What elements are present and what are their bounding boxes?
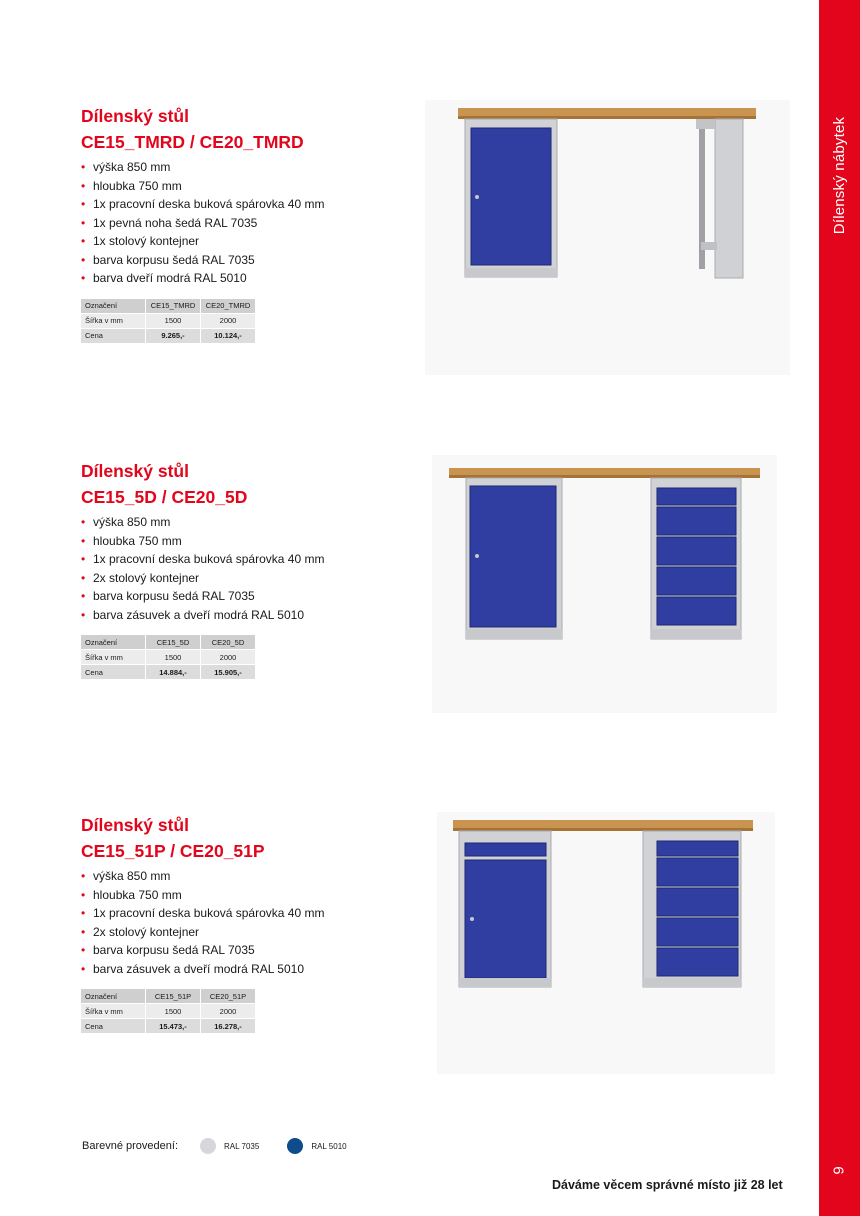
spec-item: • 1x pracovní deska buková spárovka 40 mm [81,904,411,923]
table-cell: Šířka v mm [81,1004,145,1018]
spec-item: • barva dveří modrá RAL 5010 [81,269,411,288]
spec-item: • 1x stolový kontejner [81,232,411,251]
spec-list [81,158,411,288]
page-number-text: 9 [831,1165,848,1175]
product-photo-3 [437,812,775,1074]
section-title [819,95,860,255]
table-cell: Označení [81,635,145,649]
product-photo-1 [425,100,790,375]
table-cell: 10.124,- [201,329,255,343]
table-cell: 15.473,- [146,1019,200,1033]
color-swatch-label: RAL 7035 [224,1141,260,1151]
spec-item: • barva korpusu šedá RAL 7035 [81,251,411,270]
table-header-row [81,635,255,649]
spec-item: • 1x pracovní deska buková spárovka 40 mm [81,550,411,569]
color-swatch-ral-5010 [287,1138,303,1154]
price-table [80,988,256,1034]
spec-item: • 2x stolový kontejner [81,923,411,942]
page-number [819,1158,860,1182]
spec-item: • výška 850 mm [81,513,411,532]
product-block-2 [81,458,411,680]
spec-item: • 1x pracovní deska buková spárovka 40 mm [81,195,411,214]
footer-tagline: Dáváme věcem správné místo již 28 let [552,1178,783,1192]
table-cell: Cena [81,1019,145,1033]
table-cell: CE15_5D [146,635,200,649]
table-cell: 1500 [146,1004,200,1018]
table-cell: Označení [81,299,145,313]
table-cell: Šířka v mm [81,314,145,328]
spec-item: • hloubka 750 mm [81,886,411,905]
table-cell: 15.905,- [201,665,255,679]
table-cell: 9.265,- [146,329,200,343]
table-row [81,329,255,343]
spec-item: • výška 850 mm [81,867,411,886]
product-code: CE15_5D / CE20_5D [81,487,248,507]
table-cell: 2000 [201,1004,255,1018]
table-cell: CE20_51P [201,989,255,1003]
product-photo-2 [432,455,777,713]
table-cell: CE20_TMRD [201,299,255,313]
spec-item: • barva korpusu šedá RAL 7035 [81,941,411,960]
product-block-3 [81,812,411,1034]
spec-list [81,867,411,978]
table-cell: Označení [81,989,145,1003]
table-row [81,314,255,328]
table-cell: 14.884,- [146,665,200,679]
spec-item: • 1x pevná noha šedá RAL 7035 [81,214,411,233]
product-code: CE15_51P / CE20_51P [81,841,265,861]
table-cell: Šířka v mm [81,650,145,664]
table-header-row [81,299,255,313]
color-variants [82,1136,375,1156]
color-swatch-label: RAL 5010 [311,1141,347,1151]
color-swatch-ral-7035 [200,1138,216,1154]
product-title: Dílenský stůl [81,461,189,481]
table-cell: CE15_51P [146,989,200,1003]
spec-item: • hloubka 750 mm [81,532,411,551]
table-cell: Cena [81,665,145,679]
product-title: Dílenský stůl [81,106,189,126]
spec-list [81,513,411,624]
table-cell: 2000 [201,650,255,664]
table-cell: CE15_TMRD [146,299,200,313]
product-block-1 [81,103,411,344]
table-row [81,1019,255,1033]
spec-item: • 2x stolový kontejner [81,569,411,588]
spec-item: • barva korpusu šedá RAL 7035 [81,587,411,606]
table-cell: CE20_5D [201,635,255,649]
table-row [81,650,255,664]
product-title: Dílenský stůl [81,815,189,835]
table-cell: Cena [81,329,145,343]
spec-item: • barva zásuvek a dveří modrá RAL 5010 [81,606,411,625]
table-row [81,1004,255,1018]
price-table [80,298,256,344]
spec-item: • hloubka 750 mm [81,177,411,196]
spec-item: • barva zásuvek a dveří modrá RAL 5010 [81,960,411,979]
product-code: CE15_TMRD / CE20_TMRD [81,132,304,152]
color-variants-label: Barevné provedení: [82,1140,179,1152]
table-header-row [81,989,255,1003]
table-cell: 1500 [146,650,200,664]
table-cell: 1500 [146,314,200,328]
section-title-text: Dílenský nábytek [831,116,849,234]
table-row [81,665,255,679]
price-table [80,634,256,680]
spec-item: • výška 850 mm [81,158,411,177]
table-cell: 16.278,- [201,1019,255,1033]
table-cell: 2000 [201,314,255,328]
